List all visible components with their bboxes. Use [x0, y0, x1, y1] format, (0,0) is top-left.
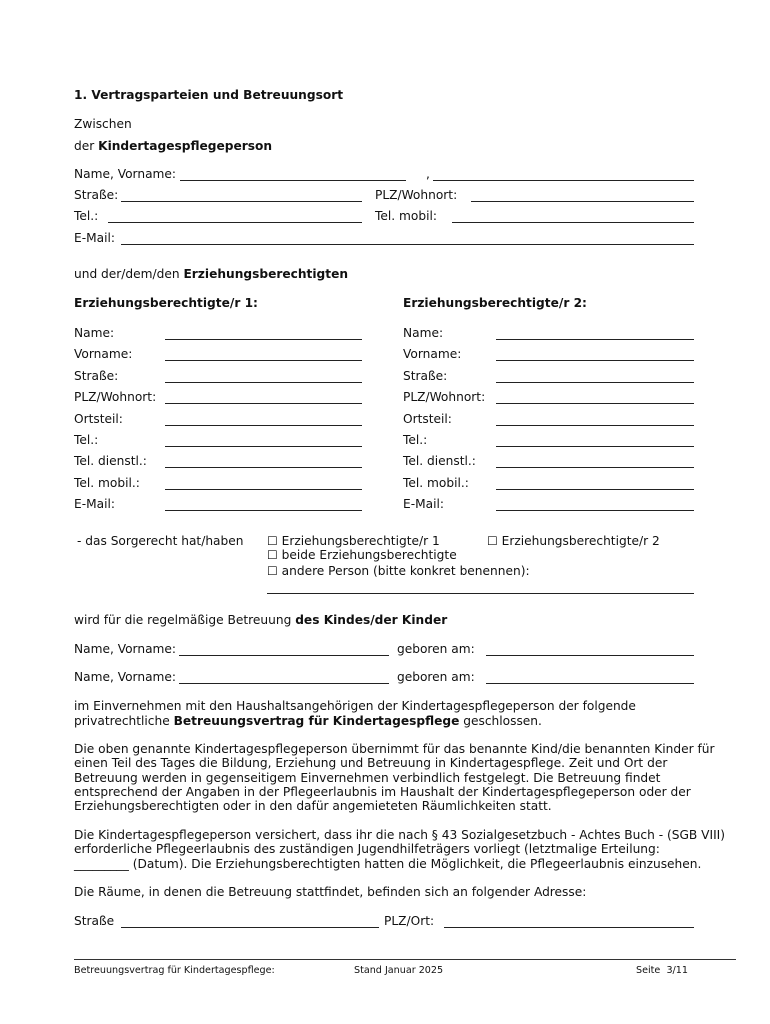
eb1-label: Straße:	[74, 369, 119, 383]
eb1-label: Tel. mobil.:	[74, 476, 140, 490]
eb2-field[interactable]	[496, 382, 694, 383]
eb2-label: Ortsteil:	[403, 412, 452, 426]
eb1-label: Tel. dienstl.:	[74, 454, 147, 468]
footer-title: Betreuungsvertrag für Kindertagespflege:	[74, 965, 275, 976]
einvernehmen-pre: privatrechtliche	[74, 714, 170, 728]
adresse-plz-field[interactable]	[444, 927, 694, 928]
eb1-field[interactable]	[165, 425, 362, 426]
einvernehmen-line-2	[74, 715, 542, 727]
footer-page-number: 3/11	[666, 965, 688, 976]
kt-tel-label: Tel.:	[74, 209, 99, 223]
kind2-name-label: Name, Vorname:	[74, 670, 177, 684]
kind1-name-field[interactable]	[179, 655, 389, 656]
eb2-label: Straße:	[403, 369, 448, 383]
eb1-label: PLZ/Wohnort:	[74, 390, 157, 404]
checkbox-icon[interactable]: ☐	[267, 564, 278, 578]
eb2-label: PLZ/Wohnort:	[403, 390, 486, 404]
eb1-field[interactable]	[165, 403, 362, 404]
footer-stand: Stand Januar 2025	[354, 965, 444, 976]
kt-mobil-label: Tel. mobil:	[375, 209, 437, 223]
kt-name-field[interactable]	[180, 180, 406, 181]
zwischen-text: Zwischen	[74, 117, 132, 131]
kt-email-label: E-Mail:	[74, 231, 115, 245]
sorgerecht-option-andere-label: andere Person (bitte konkret benennen):	[281, 564, 530, 578]
sorgerecht-option-beide[interactable]	[267, 549, 457, 561]
sorgerecht-option-andere[interactable]	[267, 565, 530, 577]
kt-person-heading	[74, 140, 272, 152]
adresse-strasse-label: Straße	[74, 914, 115, 928]
eb-title: Erziehungsberechtigten	[183, 267, 349, 281]
kt-strasse-field[interactable]	[121, 201, 362, 202]
eb1-field[interactable]	[165, 382, 362, 383]
eb1-label: Ortsteil:	[74, 412, 123, 426]
section-title: 1. Vertragsparteien und Betreuungsort	[74, 88, 344, 102]
betreuung-paragraph: Die oben genannte Kindertagespflegeperson übernimmt für das benannte Kind/die benannten Kinder für einen Teil des Tages die Bildung, Erziehung und Betreuung in Kindertagespflege. Zeit und Ort der Betreuung werden in gegenseitigem Einvernehmen verbindlich festgelegt. Die Betreuung findet entsprechend der Angaben in der Pflegeerlaubnis im Haushalt der Kindertagespflegeperson oder der Erziehungsberechtigten oder in den dafür angemieteten Räumlichkeiten statt.	[74, 742, 715, 814]
eb2-label: E-Mail:	[403, 497, 444, 511]
eb1-heading: Erziehungsberechtigte/r 1:	[74, 296, 258, 310]
kt-tel-field[interactable]	[108, 222, 362, 223]
kt-name-label: Name, Vorname:	[74, 167, 177, 181]
eb1-field[interactable]	[165, 467, 362, 468]
eb1-field[interactable]	[165, 360, 362, 361]
footer-page-label: Seite	[636, 965, 661, 976]
kt-vorname-field[interactable]	[433, 180, 694, 181]
eb2-field[interactable]	[496, 446, 694, 447]
sorgerecht-option-eb1[interactable]	[267, 535, 440, 547]
eb-prefix: und der/dem/den	[74, 267, 180, 281]
eb1-label: Vorname:	[74, 347, 133, 361]
sorgerecht-label: - das Sorgerecht hat/haben	[77, 534, 244, 548]
sorgerecht-option-eb1-label: Erziehungsberechtigte/r 1	[281, 534, 440, 548]
eb1-label: Tel.:	[74, 433, 99, 447]
kt-plz-field[interactable]	[471, 201, 694, 202]
eb1-field[interactable]	[165, 510, 362, 511]
eb1-field[interactable]	[165, 489, 362, 490]
raeume-text: Die Räume, in denen die Betreuung stattfindet, befinden sich an folgender Adresse:	[74, 885, 587, 899]
eb2-field[interactable]	[496, 425, 694, 426]
eb1-label: Name:	[74, 326, 115, 340]
kt-plz-label: PLZ/Wohnort:	[375, 188, 458, 202]
eb2-label: Tel. dienstl.:	[403, 454, 476, 468]
kind2-geboren-field[interactable]	[486, 683, 694, 684]
pflegeerlaubnis-text-pre: Die Kindertagespflegeperson versichert, dass ihr die nach § 43 Sozialgesetzbuch - Achtes Buch - (SGB VIII) erforderliche Pflegeerlaubnis des zuständigen Jugendhilfeträgers vorliegt (letztmalige Erteilung:	[74, 828, 726, 857]
sorgerecht-option-eb2-label: Erziehungsberechtigte/r 2	[501, 534, 660, 548]
footer-page	[636, 966, 688, 976]
eb2-label: Tel. mobil.:	[403, 476, 469, 490]
kind2-name-field[interactable]	[179, 683, 389, 684]
sorgerecht-option-beide-label: beide Erziehungsberechtigte	[281, 548, 457, 562]
eb-heading	[74, 268, 348, 280]
kind1-name-label: Name, Vorname:	[74, 642, 177, 656]
sorgerecht-option-eb2[interactable]	[487, 535, 660, 547]
eb2-field[interactable]	[496, 339, 694, 340]
kt-email-field[interactable]	[121, 244, 694, 245]
einvernehmen-post: geschlossen.	[463, 714, 542, 728]
checkbox-icon[interactable]: ☐	[487, 534, 498, 548]
pflegeerlaubnis-paragraph	[74, 828, 734, 871]
checkbox-icon[interactable]: ☐	[267, 548, 278, 562]
eb1-label: E-Mail:	[74, 497, 115, 511]
kind1-geboren-field[interactable]	[486, 655, 694, 656]
adresse-strasse-field[interactable]	[121, 927, 379, 928]
eb2-field[interactable]	[496, 403, 694, 404]
kinder-title: des Kindes/der Kinder	[295, 613, 448, 627]
adresse-plz-label: PLZ/Ort:	[384, 914, 435, 928]
eb2-field[interactable]	[496, 510, 694, 511]
einvernehmen-line-1: im Einvernehmen mit den Haushaltsangehörigen der Kindertagespflegeperson der folgende	[74, 699, 636, 713]
sorgerecht-andere-field[interactable]	[267, 593, 694, 594]
eb2-heading: Erziehungsberechtigte/r 2:	[403, 296, 587, 310]
eb2-field[interactable]	[496, 467, 694, 468]
kt-person-title: Kindertagespflegeperson	[98, 139, 273, 153]
kinder-heading	[74, 614, 447, 626]
kind2-geboren-label: geboren am:	[397, 670, 475, 684]
footer-divider	[74, 959, 736, 960]
eb1-field[interactable]	[165, 339, 362, 340]
kt-person-prefix: der	[74, 139, 95, 153]
eb2-field[interactable]	[496, 360, 694, 361]
eb2-label: Tel.:	[403, 433, 428, 447]
kt-name-comma: ,	[426, 167, 430, 181]
kinder-prefix: wird für die regelmäßige Betreuung	[74, 613, 292, 627]
erteilung-datum-field[interactable]: _________	[74, 856, 129, 871]
eb2-label: Name:	[403, 326, 444, 340]
kt-mobil-field[interactable]	[452, 222, 694, 223]
eb2-field[interactable]	[496, 489, 694, 490]
eb2-label: Vorname:	[403, 347, 462, 361]
checkbox-icon[interactable]: ☐	[267, 534, 278, 548]
kt-strasse-label: Straße:	[74, 188, 119, 202]
pflegeerlaubnis-text-post: (Datum). Die Erziehungsberechtigten hatten die Möglichkeit, die Pflegeerlaubnis einzusehen.	[132, 856, 702, 871]
vertrag-title: Betreuungsvertrag für Kindertagespflege	[173, 714, 460, 728]
eb1-field[interactable]	[165, 446, 362, 447]
kind1-geboren-label: geboren am:	[397, 642, 475, 656]
